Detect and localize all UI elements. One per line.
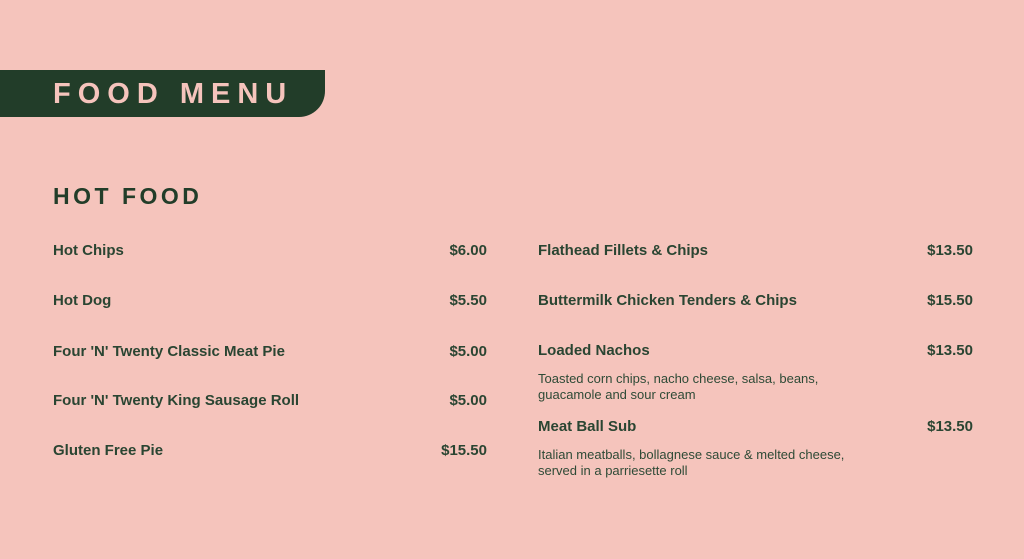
item-name: Meat Ball Sub — [538, 418, 637, 435]
page-title: FOOD MENU — [53, 78, 294, 110]
item-price: $5.00 — [449, 392, 487, 409]
item-price: $13.50 — [927, 342, 973, 359]
menu-item-classic-meat-pie — [53, 343, 487, 360]
menu-item-hot-chips — [53, 242, 487, 259]
item-description: Italian meatballs, bollagnese sauce & melted cheese, served in a parriesette roll — [538, 447, 845, 478]
item-price: $15.50 — [927, 292, 973, 309]
item-description: Toasted corn chips, nacho cheese, salsa, beans, guacamole and sour cream — [538, 371, 819, 402]
menu-item-hot-dog — [53, 292, 487, 309]
item-name: Four 'N' Twenty King Sausage Roll — [53, 392, 300, 409]
item-price: $15.50 — [441, 442, 487, 459]
item-name: Hot Dog — [53, 292, 112, 309]
item-price: $5.50 — [449, 292, 487, 309]
menu-item-buttermilk-tenders — [538, 292, 973, 309]
menu-item-flathead-fillets — [538, 242, 973, 259]
item-name: Four 'N' Twenty Classic Meat Pie — [53, 343, 285, 360]
item-name: Flathead Fillets & Chips — [538, 242, 709, 259]
menu-item-meat-ball-sub — [538, 418, 973, 479]
section-title-hot-food: HOT FOOD — [53, 183, 203, 209]
item-name: Loaded Nachos — [538, 342, 650, 359]
food-menu-banner — [0, 70, 325, 117]
item-price: $6.00 — [449, 242, 487, 259]
item-price: $13.50 — [927, 242, 973, 259]
menu-item-king-sausage-roll — [53, 392, 487, 409]
menu-item-gluten-free-pie — [53, 442, 487, 459]
item-name: Buttermilk Chicken Tenders & Chips — [538, 292, 797, 309]
item-name: Gluten Free Pie — [53, 442, 164, 459]
menu-item-loaded-nachos — [538, 342, 973, 403]
item-name: Hot Chips — [53, 242, 124, 259]
item-price: $13.50 — [927, 418, 973, 435]
item-price: $5.00 — [449, 343, 487, 360]
